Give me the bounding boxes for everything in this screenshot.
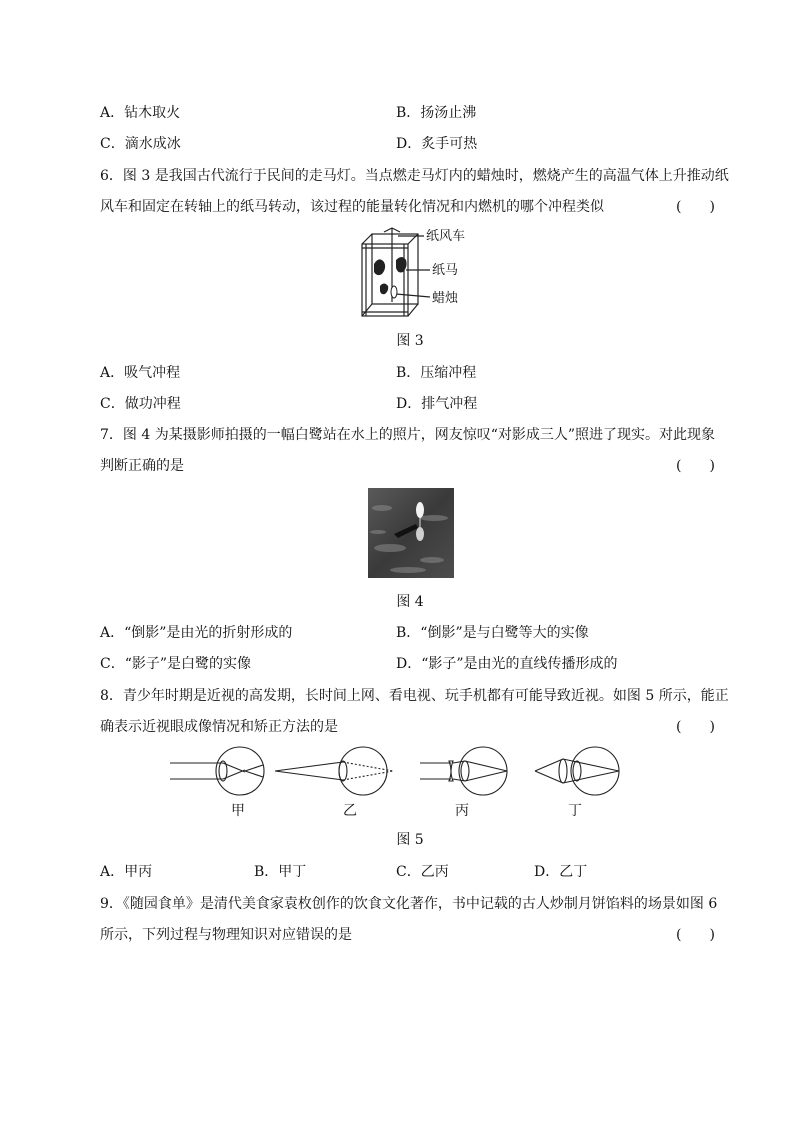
q6-option-d: D．排气冲程: [396, 396, 478, 412]
q7-stem-line1: 7．图 4 为某摄影师拍摄的一幅白鹭站在水上的照片，网友惊叹“对影成三人”照进了现实。对此现象: [100, 427, 716, 443]
q8-option-c: C．乙丙: [396, 864, 449, 880]
eye-diagrams: [165, 745, 635, 825]
q6-stem-line1: 6．图 3 是我国古代流行于民间的走马灯。当点燃走马灯内的蜡烛时，燃烧产生的高温气体上升推动纸: [100, 168, 729, 184]
q8-option-d: D．乙丁: [534, 864, 588, 880]
figure4-caption: 图 4: [396, 594, 424, 610]
diagram-label-jia: 甲: [231, 803, 245, 819]
q6-option-c: C．做功冲程: [100, 396, 181, 412]
figure5-caption: 图 5: [396, 832, 424, 848]
figure3-caption: 图 3: [396, 333, 424, 349]
egret-photo: [368, 488, 454, 578]
q7-option-a: A．“倒影”是由光的折射形成的: [100, 625, 293, 641]
q7-answer-bracket: ( ): [676, 458, 715, 474]
q7-option-b: B．“倒影”是与白鹭等大的实像: [396, 625, 589, 641]
q6-stem-line2: 风车和固定在转轴上的纸马转动，该过程的能量转化情况和内燃机的哪个冲程类似: [100, 199, 604, 215]
q9-stem-line2: 所示，下列过程与物理知识对应错误的是: [100, 927, 352, 943]
q9-stem-line1: 9．《随园食单》是清代美食家袁枚创作的饮食文化著作，书中记载的古人炒制月饼馅料的场景如图 6: [100, 896, 718, 912]
diagram-label-ding: 丁: [568, 803, 582, 819]
q7-option-c: C．“影子”是白鹭的实像: [100, 656, 252, 672]
lantern-figure: [340, 224, 470, 324]
q5-option-d: D．炙手可热: [396, 136, 478, 152]
diagram-label-bing: 丙: [455, 803, 469, 819]
q7-stem-line2: 判断正确的是: [100, 458, 184, 474]
q5-option-b: B．扬汤止沸: [396, 105, 477, 121]
q9-answer-bracket: ( ): [676, 927, 715, 943]
q5-option-a: A．钻木取火: [100, 105, 181, 121]
q6-option-a: A．吸气冲程: [100, 365, 181, 381]
label-candle: 蜡烛: [432, 291, 459, 306]
q5-option-c: C．滴水成冰: [100, 136, 181, 152]
q8-option-b: B．甲丁: [254, 864, 307, 880]
q8-option-a: A．甲丙: [100, 864, 153, 880]
q6-answer-bracket: ( ): [676, 199, 715, 215]
q7-option-d: D．“影子”是由光的直线传播形成的: [396, 656, 618, 672]
q8-stem-line2: 确表示近视眼成像情况和矫正方法的是: [100, 719, 338, 735]
q8-stem-line1: 8．青少年时期是近视的高发期，长时间上网、看电视、玩手机都有可能导致近视。如图 5 所示，能正: [100, 688, 729, 704]
q8-answer-bracket: ( ): [676, 719, 715, 735]
q6-option-b: B．压缩冲程: [396, 365, 477, 381]
label-paper-horse: 纸马: [432, 263, 459, 278]
label-pinwheel: 纸风车: [426, 229, 466, 244]
diagram-label-yi: 乙: [343, 803, 357, 819]
